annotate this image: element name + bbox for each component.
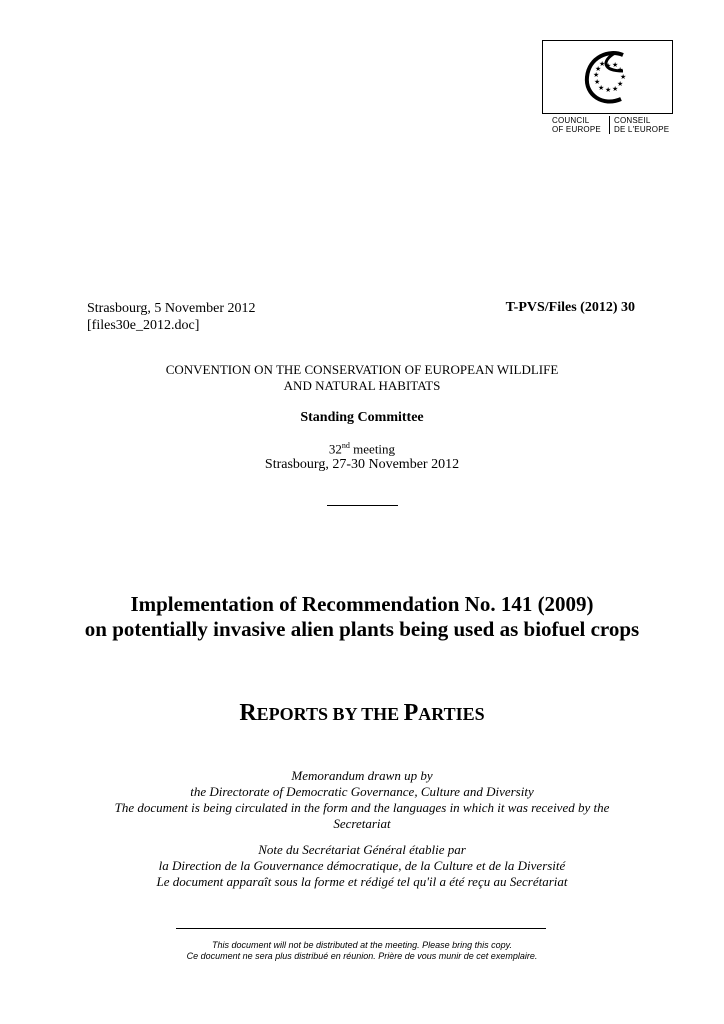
logo-divider xyxy=(609,116,610,134)
document-reference: T-PVS/Files (2012) 30 xyxy=(505,300,635,315)
footer-note: This document will not be distributed at the meeting. Please bring this copy. Ce document ne sera plus distribué en réunion. Prière de vous munir de cet exemplaire. xyxy=(186,940,538,961)
document-title: Implementation of Recommendation No. 141 (2009) on potentially invasive alien plants being used as biofuel crops xyxy=(84,592,640,641)
svg-text:★: ★ xyxy=(612,85,619,93)
short-divider xyxy=(327,505,398,506)
svg-text:★: ★ xyxy=(617,80,624,88)
meeting-number: 32nd meeting xyxy=(328,441,396,457)
svg-text:★: ★ xyxy=(612,61,619,69)
file-name: [files30e_2012.doc] xyxy=(87,318,200,333)
svg-text:★: ★ xyxy=(594,78,601,86)
footer-divider xyxy=(176,928,546,929)
place-date-block xyxy=(87,300,256,334)
meeting-dates: Strasbourg, 27-30 November 2012 xyxy=(264,457,460,472)
logo-text-french: CONSEIL DE L'EUROPE xyxy=(614,116,670,134)
council-of-europe-logo xyxy=(542,40,673,114)
memorandum-english: Memorandum drawn up by the Directorate of Democratic Governance, Culture and Diversity The document is being circulated in the form and the languages in which it was received by the Secretariat xyxy=(114,768,610,831)
svg-text:★: ★ xyxy=(595,65,602,73)
document-subtitle: REPORTS BY THE PARTIES xyxy=(239,700,485,726)
convention-name: CONVENTION ON THE CONSERVATION OF EUROPEAN WILDLIFE AND NATURAL HABITATS xyxy=(165,362,559,393)
memorandum-french: Note du Secrétariat Général établie par la Direction de la Gouvernance démocratique, de la Culture et de la Diversité Le document apparaît sous la forme et rédigé tel qu'il a été reçu au Secrétariat xyxy=(156,842,568,889)
place-date: Strasbourg, 5 November 2012 xyxy=(87,301,256,316)
svg-text:★: ★ xyxy=(617,66,624,74)
logo-text-english: COUNCIL OF EUROPE xyxy=(552,116,601,134)
committee-name: Standing Committee xyxy=(300,410,424,425)
svg-text:★: ★ xyxy=(620,73,627,81)
svg-text:★: ★ xyxy=(605,86,612,94)
svg-text:★: ★ xyxy=(598,84,605,92)
svg-text:★: ★ xyxy=(593,71,600,79)
svg-text:★: ★ xyxy=(605,62,612,70)
svg-text:★: ★ xyxy=(599,60,606,68)
council-of-europe-emblem-icon xyxy=(579,47,635,107)
